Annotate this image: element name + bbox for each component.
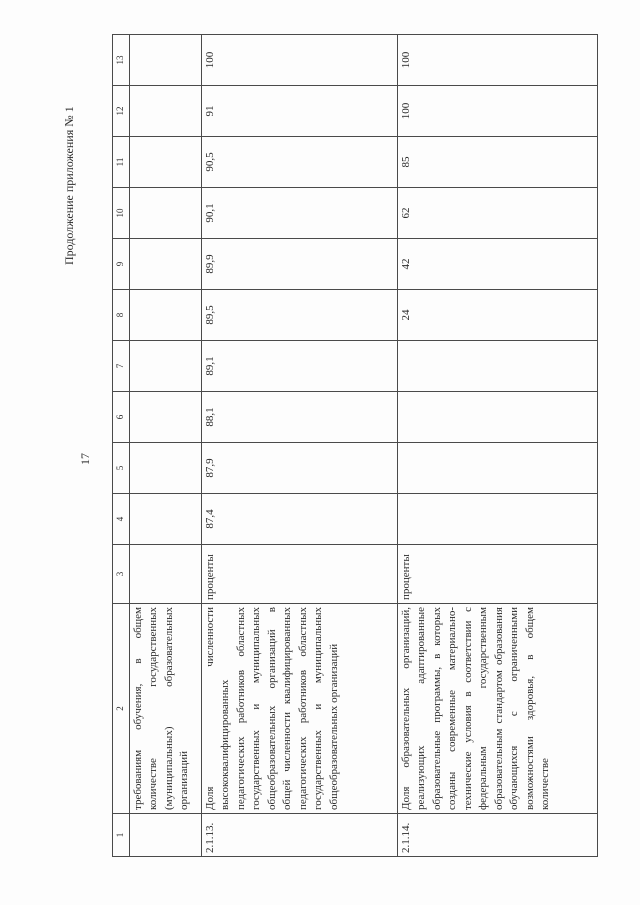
value-cell: [129, 443, 201, 494]
unit-cell: проценты: [397, 545, 597, 604]
value-cell: 100: [201, 35, 397, 86]
header-cell: 8: [113, 290, 130, 341]
value-cell: [129, 290, 201, 341]
value-cell: [397, 443, 597, 494]
value-cell: 91: [201, 86, 397, 137]
value-cell: [129, 341, 201, 392]
value-cell: 62: [397, 188, 597, 239]
value-cell: [129, 86, 201, 137]
header-cell: 7: [113, 341, 130, 392]
header-cell: 10: [113, 188, 130, 239]
header-cell: 5: [113, 443, 130, 494]
value-cell: 87,9: [201, 443, 397, 494]
value-cell: [129, 239, 201, 290]
header-cell: 13: [113, 35, 130, 86]
indicator-text: Доля образовательных организаций, реализующих адаптированные образовательные программы, в которых созданы современные материально-технические условия в соответствии с федеральным государственным образовательным стандартом образования обучающихся с ограниченными возможностями здоровья, в общем количестве: [397, 604, 597, 814]
indicator-text: требованиям обучения, в общем количестве государственных (муниципальных) образовательных организаций: [129, 604, 201, 814]
row-number: 2.1.14.: [397, 814, 597, 857]
row-number: 2.1.13.: [201, 814, 397, 857]
value-cell: 100: [397, 86, 597, 137]
indicator-text: Доля численности высококвалифицированных педагогических работников областных государственных и муниципальных общеобразовательных организаций в общей численности квалифицированных педагогических работников областных государственных и муниципальных общеобразовательных организаций: [201, 604, 397, 814]
value-cell: [397, 494, 597, 545]
value-cell: [129, 188, 201, 239]
unit-cell: проценты: [201, 545, 397, 604]
table-header-row: [113, 35, 130, 857]
table-row: [397, 35, 597, 857]
value-cell: 88,1: [201, 392, 397, 443]
header-cell: 4: [113, 494, 130, 545]
value-cell: 87,4: [201, 494, 397, 545]
annex-title: Продолжение приложения № 1: [62, 106, 76, 265]
value-cell: 89,1: [201, 341, 397, 392]
value-cell: 90,1: [201, 188, 397, 239]
unit-cell: [129, 545, 201, 604]
value-cell: [129, 35, 201, 86]
value-cell: 90,5: [201, 137, 397, 188]
header-cell: 2: [113, 604, 130, 814]
header-cell: 11: [113, 137, 130, 188]
table-row: [201, 35, 397, 857]
value-cell: 89,5: [201, 290, 397, 341]
value-cell: 85: [397, 137, 597, 188]
value-cell: [129, 494, 201, 545]
table-row: [129, 35, 201, 857]
value-cell: [397, 341, 597, 392]
value-cell: 24: [397, 290, 597, 341]
page-number: 17: [78, 453, 92, 465]
value-cell: [129, 392, 201, 443]
value-cell: 89,9: [201, 239, 397, 290]
indicators-table: [112, 34, 598, 857]
value-cell: 100: [397, 35, 597, 86]
header-cell: 9: [113, 239, 130, 290]
header-cell: 6: [113, 392, 130, 443]
header-cell: 12: [113, 86, 130, 137]
header-cell: 1: [113, 814, 130, 857]
value-cell: 42: [397, 239, 597, 290]
header-cell: 3: [113, 545, 130, 604]
value-cell: [129, 137, 201, 188]
row-number: [129, 814, 201, 857]
value-cell: [397, 392, 597, 443]
